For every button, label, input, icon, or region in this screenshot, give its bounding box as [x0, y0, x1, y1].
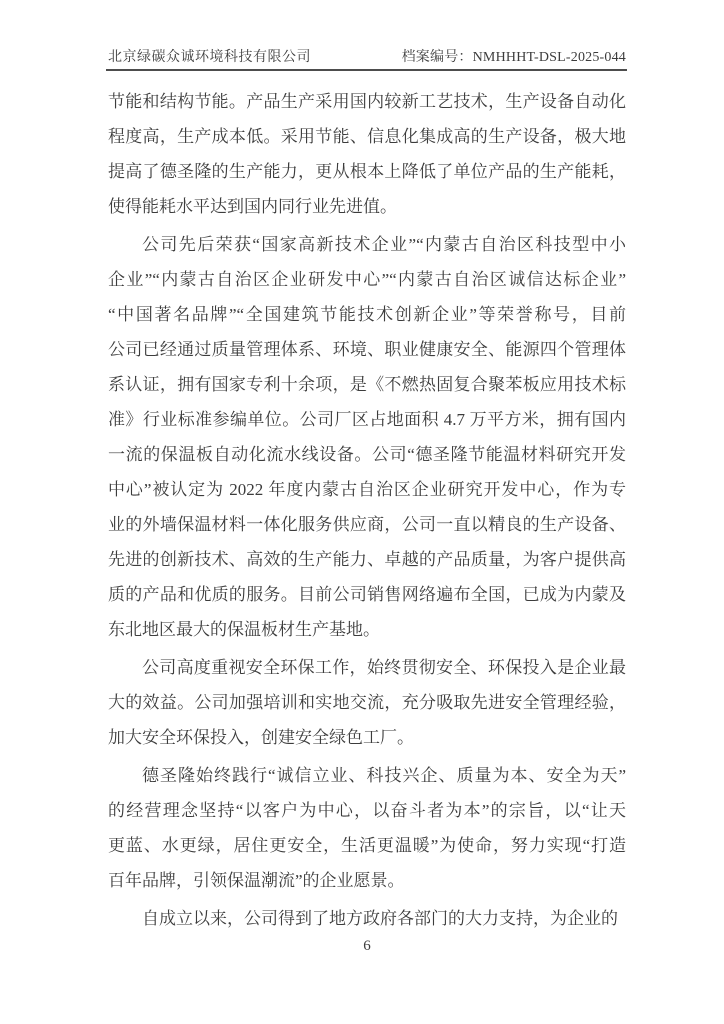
text-line: 系认证，拥有国家专利十余项，是《不燃热固复合聚苯板应用技术标 — [108, 375, 626, 394]
text-line: 公司高度重视安全环保工作，始终贯彻安全、环保投入是企业最 — [142, 658, 626, 677]
text-line: 准》行业标准参编单位。公司厂区占地面积 4.7 万平方米，拥有国内 — [108, 410, 626, 429]
text-line: 东北地区最大的保温板材生产基地。 — [108, 620, 380, 639]
text-line: “中国著名品牌”“全国建筑节能技术创新企业”等荣誉称号，目前 — [108, 305, 626, 324]
text-line: 自成立以来，公司得到了地方政府各部门的大力支持，为企业的 — [142, 909, 618, 928]
paragraph — [108, 84, 626, 224]
header-archive-number: 档案编号：NMHHHT-DSL-2025-044 — [401, 50, 626, 65]
paragraph — [108, 227, 626, 647]
header-company-name: 北京绿碳众诚环境科技有限公司 — [108, 50, 311, 65]
text-line: 节能和结构节能。产品生产采用国内较新工艺技术，生产设备自动化 — [108, 92, 626, 111]
text-line: 使得能耗水平达到国内同行业先进值。 — [108, 197, 397, 216]
text-line: 德圣隆始终践行“诚信立业、科技兴企、质量为本、安全为天” — [142, 766, 626, 785]
paragraph — [108, 758, 626, 898]
text-line: 的经营理念坚持“以客户为中心，以奋斗者为本”的宗旨，以“让天 — [108, 801, 626, 820]
document-body — [108, 84, 626, 939]
page-number: 6 — [363, 938, 371, 954]
page-header — [108, 46, 626, 66]
text-line: 加大安全环保投入，创建安全绿色工厂。 — [108, 728, 414, 747]
text-line: 大的效益。公司加强培训和实地交流，充分吸取先进安全管理经验， — [108, 693, 626, 712]
text-line: 质的产品和优质的服务。目前公司销售网络遍布全国，已成为内蒙及 — [108, 585, 626, 604]
text-line: 先进的创新技术、高效的生产能力、卓越的产品质量，为客户提供高 — [108, 550, 626, 569]
text-line: 公司先后荣获“国家高新技术企业”“内蒙古自治区科技型中小 — [142, 235, 626, 254]
text-line: 企业”“内蒙古自治区企业研发中心”“内蒙古自治区诚信达标企业” — [108, 270, 626, 289]
paragraph — [108, 650, 626, 755]
text-line: 中心”被认定为 2022 年度内蒙古自治区企业研究开发中心，作为专 — [108, 480, 626, 499]
text-line: 公司已经通过质量管理体系、环境、职业健康安全、能源四个管理体 — [108, 340, 626, 359]
text-line: 一流的保温板自动化流水线设备。公司“德圣隆节能温材料研究开发 — [108, 445, 626, 464]
text-line: 提高了德圣隆的生产能力，更从根本上降低了单位产品的生产能耗， — [108, 162, 626, 181]
paragraph — [108, 901, 626, 936]
text-line: 百年品牌，引领保温潮流”的企业愿景。 — [108, 871, 405, 890]
text-line: 更蓝、水更绿，居住更安全，生活更温暖”为使命，努力实现“打造 — [108, 836, 626, 855]
text-line: 业的外墙保温材料一体化服务供应商，公司一直以精良的生产设备、 — [108, 515, 626, 534]
header-rule — [106, 69, 627, 71]
text-line: 程度高，生产成本低。采用节能、信息化集成高的生产设备，极大地 — [108, 127, 626, 146]
